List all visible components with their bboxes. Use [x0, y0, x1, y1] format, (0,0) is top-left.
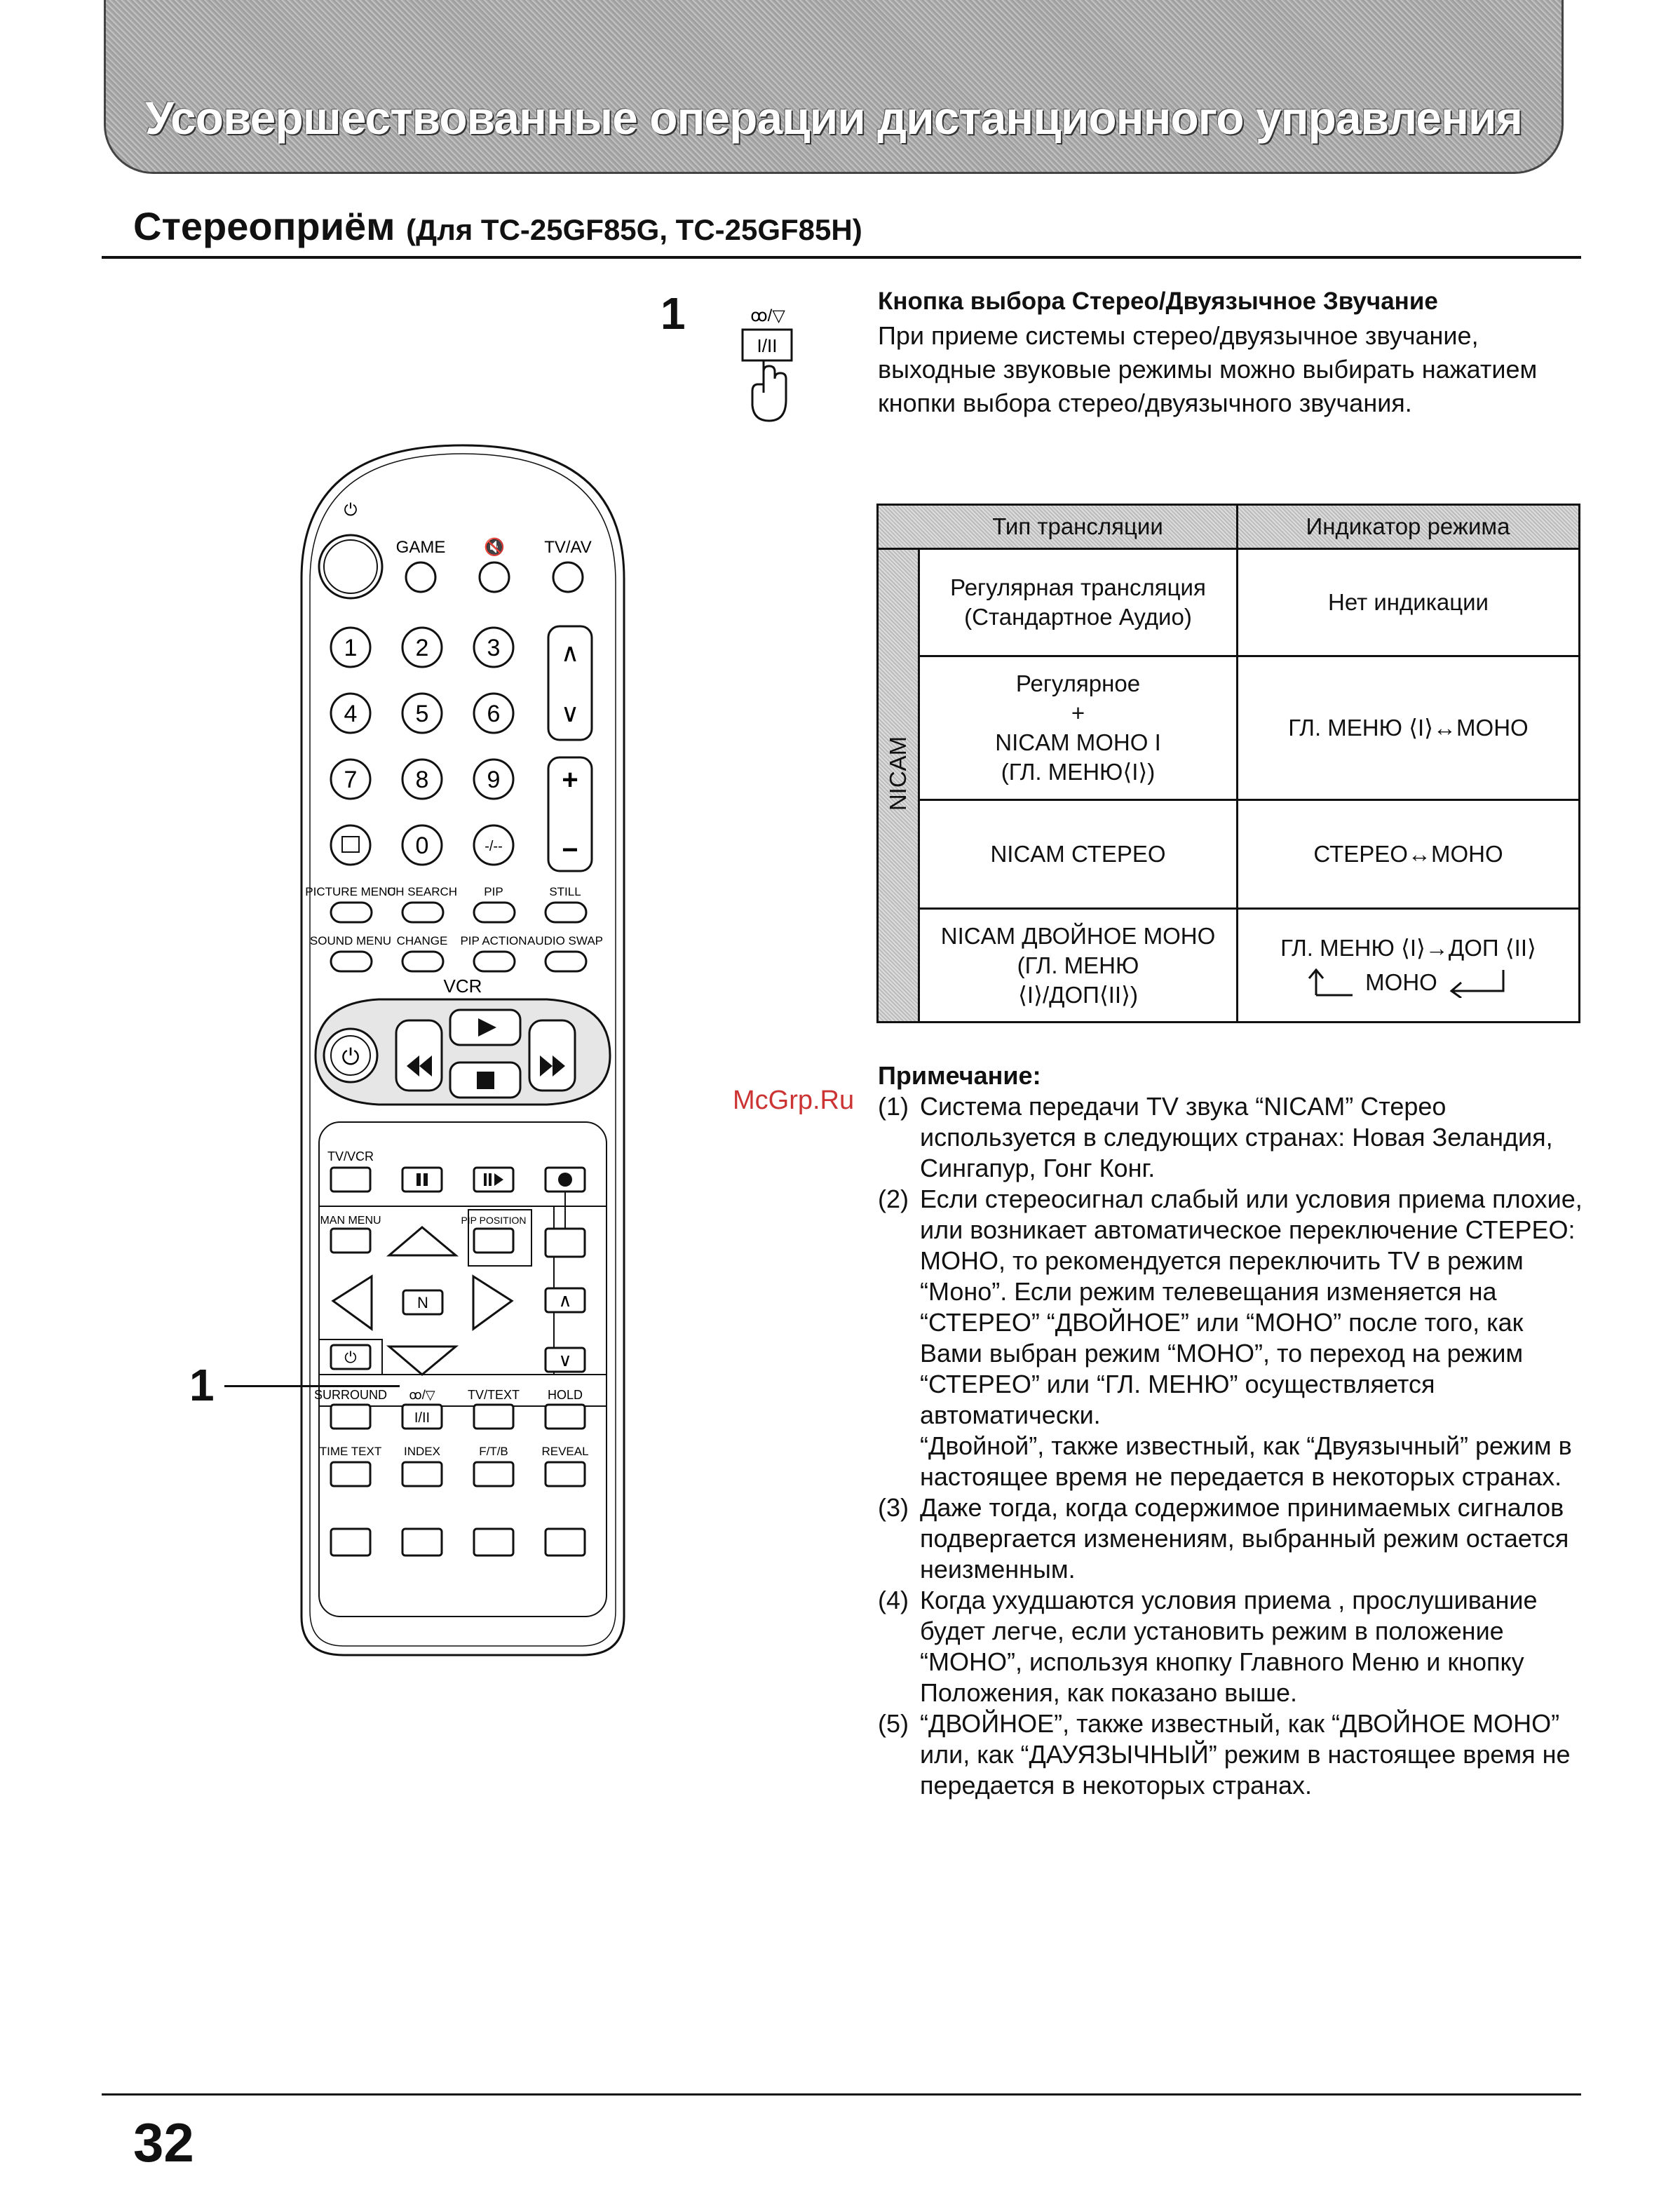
vcr-label: VCR — [443, 976, 482, 997]
mute-icon: 🔇 — [484, 538, 505, 557]
stereo-bilingual-label: I/II — [414, 1410, 431, 1426]
normalise-label: N — [417, 1294, 428, 1311]
notes-list — [878, 1091, 1586, 1801]
fastext-blue-button[interactable] — [546, 1529, 585, 1555]
power-symbol: ⏻ — [344, 501, 358, 520]
digit-7-label: 7 — [344, 767, 358, 793]
table-cell-indicator — [1238, 910, 1578, 1021]
still-button[interactable] — [546, 903, 586, 922]
instruction-body: При приеме системы стерео/двуязычное звучание, выходные звуковые режимы можно выбирать нажатием кнопки выбора стерео/двуязычного звучания. — [878, 321, 1538, 417]
note-item — [878, 1492, 1586, 1585]
digit-2-label: 2 — [415, 635, 429, 661]
digit-3-label: 3 — [487, 635, 501, 661]
note-text: Даже тогда, когда содержимое принимаемых сигналов подвергается изменениям, выбранный режим остается неизменным. — [920, 1493, 1569, 1584]
man-menu-label: MAN MENU — [320, 1215, 381, 1227]
index-button[interactable] — [402, 1462, 442, 1486]
channel-up-label: ∧ — [560, 638, 580, 667]
game-label: GAME — [395, 538, 446, 557]
ch-up-small-label: ∧ — [558, 1290, 572, 1311]
mode-table — [876, 504, 1580, 1023]
note-item — [878, 1091, 1586, 1184]
pip-action-button[interactable] — [474, 952, 515, 971]
ftb-button[interactable] — [474, 1462, 513, 1486]
surround-label: SURROUND — [313, 1388, 388, 1402]
stop-icon — [477, 1072, 494, 1089]
footer-divider — [102, 2093, 1581, 2096]
pip-action-label: PIP ACTION — [460, 934, 527, 947]
index-label: INDEX — [404, 1445, 440, 1458]
table-cell-indicator: Нет индикации — [1327, 589, 1489, 615]
note-number: (5) — [878, 1709, 909, 1738]
pip-position-label: PIP POSITION — [461, 1215, 527, 1226]
still-label: STILL — [549, 885, 581, 898]
indicator-line-2 — [1306, 967, 1510, 998]
record-icon — [558, 1173, 572, 1187]
channel-down-label: ∨ — [560, 699, 580, 727]
mute-button[interactable] — [480, 562, 509, 592]
fast-forward-button[interactable] — [529, 1020, 575, 1091]
digit-0-label: 0 — [415, 832, 429, 859]
nicam-column — [879, 550, 920, 1021]
audio-swap-label: AUDIO SWAP — [527, 934, 603, 947]
stereo-icon-symbol: ꝏ/▽ — [750, 306, 785, 325]
tvvcr-label: TV/VCR — [327, 1149, 374, 1163]
tvvcr-button[interactable] — [331, 1168, 370, 1192]
header-banner — [104, 0, 1564, 174]
reveal-label: REVEAL — [541, 1445, 589, 1458]
page-number: 32 — [133, 2112, 194, 2173]
ftb-label: F/T/B — [479, 1445, 508, 1458]
tvav-label: TV/AV — [544, 538, 592, 557]
notes-heading: Примечание: — [878, 1061, 1041, 1090]
indicator-mono: МОНО — [1365, 969, 1437, 995]
table-header-type — [879, 506, 1238, 550]
off-timer-icon: ⏻ — [344, 1349, 357, 1366]
sound-menu-label: SOUND MENU — [309, 934, 392, 947]
digit-1-label: 1 — [344, 635, 358, 661]
rewind-button[interactable] — [396, 1020, 442, 1091]
sound-menu-button[interactable] — [331, 952, 372, 971]
table-header-indicator: Индикатор режима — [1238, 506, 1578, 550]
watermark: McGrp.Ru — [733, 1086, 855, 1115]
note-number: (1) — [878, 1092, 909, 1121]
note-item — [878, 1184, 1586, 1492]
note-number: (4) — [878, 1586, 909, 1614]
picture-menu-label: PICTURE MENU — [305, 885, 396, 898]
pip-label: PIP — [484, 885, 503, 898]
banner-title: Усовершествованные операции дистанционного управления — [145, 92, 1522, 144]
pip-position-button[interactable] — [474, 1229, 513, 1253]
fastext-yellow-button[interactable] — [474, 1529, 513, 1555]
digit-8-label: 8 — [415, 767, 429, 793]
pip-button[interactable] — [474, 903, 515, 922]
table-cell-type: NICAM СТЕРЕО — [990, 841, 1166, 867]
table-cell-indicator: СТЕРЕО↔МОНО — [1313, 841, 1503, 867]
callout-line — [224, 1385, 400, 1387]
digit-5-label: 5 — [415, 701, 429, 727]
instruction-heading: Кнопка выбора Стерео/Двуязычное Звучание — [878, 288, 1438, 315]
digit-9-label: 9 — [487, 767, 501, 793]
vcr-power-icon: ⏻ — [341, 1044, 360, 1069]
tvav-button[interactable] — [553, 562, 583, 592]
section-subtitle: (Для TC-25GF85G, TC-25GF85H) — [406, 213, 862, 246]
time-text-label: TIME TEXT — [319, 1445, 382, 1458]
section-title-main: Стереоприём — [133, 204, 395, 248]
nicam-label: NICAM — [885, 736, 911, 811]
ch-search-button[interactable] — [402, 903, 443, 922]
ch-down-small-label: ∨ — [558, 1349, 572, 1370]
display-button[interactable] — [331, 825, 370, 865]
return-arrow-icon — [1306, 967, 1355, 998]
step-number: 1 — [661, 288, 686, 339]
volume-plus-label: + — [562, 764, 578, 795]
dash-label: -/-- — [485, 839, 503, 854]
table-cell-type: NICAM ДВОЙНОЕ МОНО (ГЛ. МЕНЮ ⟨I⟩/ДОП⟨II⟩) — [940, 922, 1216, 1008]
note-item — [878, 1585, 1586, 1708]
note-text: Если стереосигнал слабый или условия приема плохие, или возникает автоматическое переключение СТЕРЕО: МОНО, то рекомендуется переключить TV в режим “Моно”. Если режим телевещания изменяется на “СТЕРЕО” “ДВОЙНОЕ” или “МОНО” после того, как Вами выбран режим “МОНО”, то переход на режим “СТЕРЕО” или “ГЛ. МЕНЮ” осуществляется автоматически. “Двойной”, также известный, как “Двуязычный” режим в настоящее время не передается в некоторых странах. — [920, 1185, 1583, 1491]
fastext-red-button[interactable] — [331, 1529, 370, 1555]
remote-control — [287, 438, 638, 1659]
reveal-button[interactable] — [546, 1462, 585, 1486]
indicator-line-1: ГЛ. МЕНЮ ⟨I⟩→ДОП ⟨II⟩ — [1280, 934, 1536, 961]
man-menu-button[interactable] — [331, 1229, 370, 1253]
digit-4-label: 4 — [344, 701, 358, 727]
hold-button[interactable] — [546, 1405, 585, 1429]
note-number: (3) — [878, 1493, 909, 1522]
change-label: CHANGE — [396, 934, 448, 947]
fastext-green-button[interactable] — [402, 1529, 442, 1555]
pause-button[interactable] — [402, 1168, 442, 1192]
volume-minus-label: − — [562, 835, 578, 865]
table-cell-type: Регулярная трансляция (Стандартное Аудио) — [950, 574, 1206, 630]
game-button[interactable] — [406, 562, 435, 592]
table-header-type-text: Тип трансляции — [992, 513, 1163, 539]
rec-link-button[interactable] — [546, 1229, 585, 1257]
stereo-icon-label: I/II — [757, 335, 778, 356]
table-cell-indicator: ГЛ. МЕНЮ ⟨I⟩↔МОНО — [1288, 715, 1529, 741]
note-item — [878, 1708, 1586, 1801]
section-title — [133, 203, 862, 249]
stereo-button-press-icon — [733, 302, 803, 428]
tvtext-label: TV/TEXT — [467, 1388, 520, 1402]
note-text: Когда ухудшаются условия приема , прослушивание будет легче, если установить режим в положение “МОНО”, используя кнопку Главного Меню и кнопку Положения, как показано выше. — [920, 1586, 1538, 1707]
callout-number: 1 — [189, 1360, 215, 1410]
time-text-button[interactable] — [331, 1462, 370, 1486]
title-divider — [102, 256, 1581, 259]
note-text: Система передачи TV звука “NICAM” Стерео используется в следующих странах: Новая Зеландия, Сингапур, Гонг Конг. — [920, 1092, 1553, 1182]
return-left-arrow-icon — [1447, 967, 1510, 998]
hold-label: HOLD — [547, 1388, 583, 1402]
note-number: (2) — [878, 1185, 909, 1213]
table-cell-type: Регулярное + NICAM МОНО I (ГЛ. МЕНЮ⟨I⟩) — [995, 670, 1161, 785]
stereo-symbol-label: ꝏ/▽ — [409, 1388, 435, 1402]
audio-swap-button[interactable] — [546, 952, 586, 971]
picture-menu-button[interactable] — [331, 903, 372, 922]
digit-6-label: 6 — [487, 701, 501, 727]
tvtext-button[interactable] — [474, 1405, 513, 1429]
surround-button[interactable] — [331, 1405, 370, 1429]
note-text: “ДВОЙНОЕ”, также известный, как “ДВОЙНОЕ МОНО” или, как “ДАУЯЗЫЧНЫЙ” режим в настоящее время не передается в некоторых странах. — [920, 1709, 1571, 1800]
change-button[interactable] — [402, 952, 443, 971]
ch-search-label: CH SEARCH — [386, 885, 458, 898]
slow-button[interactable] — [474, 1168, 513, 1192]
